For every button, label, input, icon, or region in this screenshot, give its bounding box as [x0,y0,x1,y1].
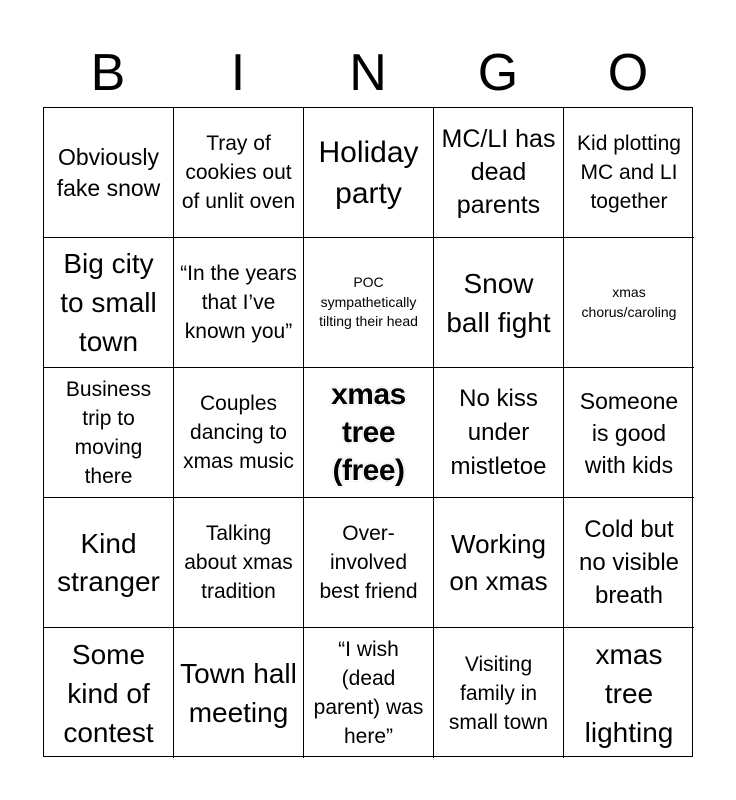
cell-text: Couples dancing to xmas music [183,392,294,473]
cell-text: Cold but no visible breath [578,516,680,609]
cell-text: POC sympathetically tilting their head [319,274,418,330]
cell-text: Town hall meeting [180,658,297,728]
bingo-cell[interactable] [174,108,304,238]
bingo-cell[interactable] [434,368,564,498]
cell-text: Some kind of contest [63,638,154,748]
bingo-cell[interactable] [304,498,434,628]
header-letter-i: I [230,44,246,102]
cell-text: No kiss under mistletoe [450,384,547,480]
cell-text: Working on xmas [449,528,548,596]
cell-text: Tray of cookies out of unlit oven [181,132,296,213]
cell-text: Kind stranger [57,527,160,597]
bingo-cell[interactable] [564,498,694,628]
cell-text: MC/LI has dead parents [441,125,556,219]
bingo-cell[interactable] [564,108,694,238]
cell-text: Holiday party [318,135,419,210]
cell-text: Obviously fake snow [56,143,161,201]
header-letter-n: N [349,44,387,102]
bingo-cell[interactable] [44,108,174,238]
bingo-cell[interactable] [564,368,694,498]
cell-text: Snow ball fight [446,267,551,338]
bingo-cell[interactable] [44,498,174,628]
cell-text: Visiting family in small town [448,652,549,734]
bingo-cell[interactable] [434,628,564,758]
bingo-cell[interactable] [434,238,564,368]
bingo-cell[interactable] [564,238,694,368]
header-letter-o: O [607,44,649,102]
bingo-cell[interactable] [44,238,174,368]
bingo-cell[interactable] [564,628,694,758]
free-space-cell[interactable] [304,368,434,498]
header-letter-g: G [477,44,519,102]
bingo-header [43,42,693,104]
bingo-cell[interactable] [174,628,304,758]
bingo-cell[interactable] [174,498,304,628]
bingo-cell[interactable] [44,368,174,498]
bingo-cell[interactable] [174,238,304,368]
cell-text: Kid plotting MC and LI together [577,132,681,213]
bingo-cell[interactable] [434,498,564,628]
bingo-cell[interactable] [174,368,304,498]
bingo-cell[interactable] [304,108,434,238]
cell-text: “In the years that I’ve known you” [180,262,297,343]
bingo-cell[interactable] [304,628,434,758]
header-letter-b: B [90,44,126,102]
cell-text: Big city to small town [60,248,157,357]
cell-text: Someone is good with kids [579,387,679,478]
cell-text: xmas tree lighting [584,638,674,748]
cell-text: Business trip to moving there [65,377,152,488]
cell-text: Talking about xmas tradition [184,522,293,603]
free-space-text: xmas tree (free) [331,377,406,487]
bingo-cell[interactable] [304,238,434,368]
cell-text: “I wish (dead parent) was here” [313,638,424,748]
cell-text: xmas chorus/caroling [581,284,677,320]
cell-text: Over-involved best friend [319,522,418,603]
bingo-cell[interactable] [44,628,174,758]
bingo-cell[interactable] [434,108,564,238]
bingo-grid [43,107,693,757]
